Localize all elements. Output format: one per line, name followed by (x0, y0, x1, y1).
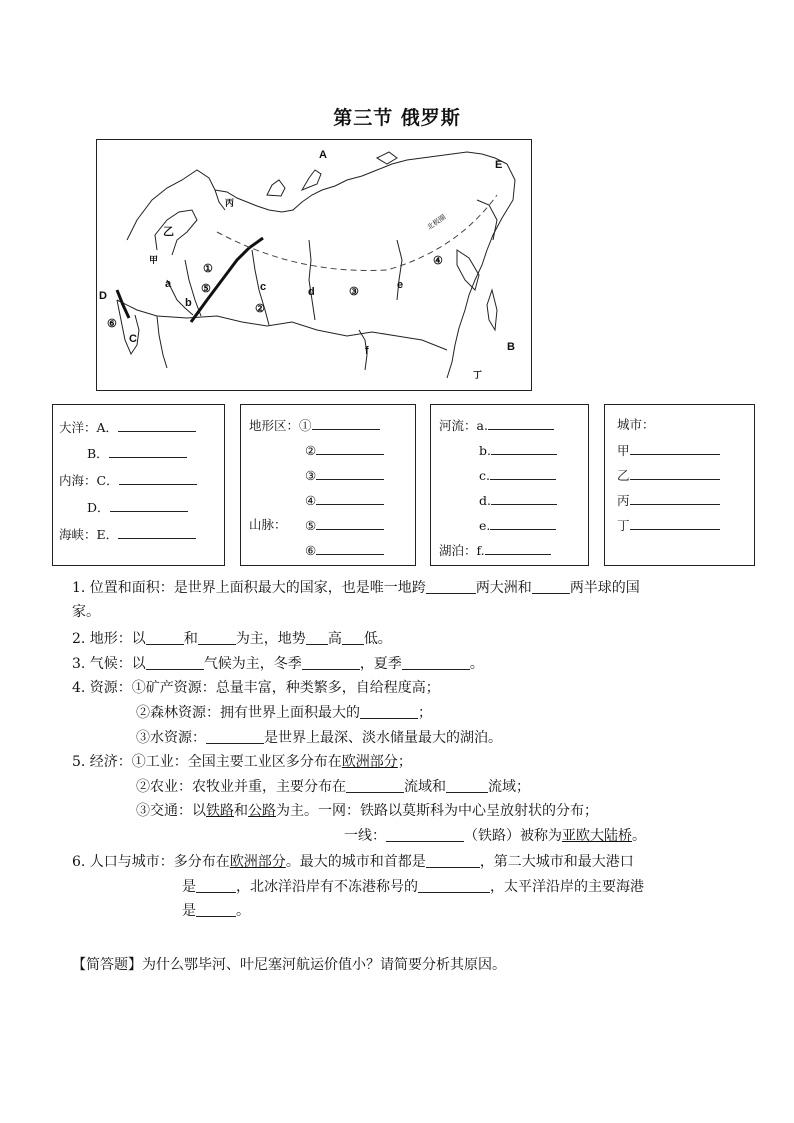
sea-d-blank[interactable] (110, 499, 188, 512)
q5-underline-europe: 欧洲部分 (341, 754, 398, 770)
sea-d-label: D． (87, 500, 110, 515)
city-jia-blank[interactable] (630, 442, 720, 455)
q1-blank-2[interactable] (532, 578, 570, 594)
q6-text-c2: 。 (236, 903, 250, 919)
question-4 (72, 678, 440, 698)
question-5-line (344, 826, 646, 846)
city-box (604, 404, 755, 566)
question-4-water (136, 728, 502, 748)
q5-blank-1[interactable] (346, 777, 404, 793)
q6-blank-3[interactable] (418, 877, 490, 893)
city-label: 城市： (617, 417, 655, 432)
map-label-D: D (99, 290, 107, 302)
question-6 (72, 852, 634, 872)
q5-text-b: ②农业：农牧业并重，主要分布在 (136, 779, 346, 795)
sea-c-blank[interactable] (119, 472, 197, 485)
q6-text-a: 6. 人口与城市：多分布在 (72, 854, 230, 870)
river-b-label: b. (479, 443, 491, 458)
map-label-c: c (260, 281, 267, 293)
island (302, 170, 321, 190)
arctic-coast (215, 152, 507, 212)
sakhalin (487, 290, 497, 330)
q5-underline-landbridge: 亚欧大陆桥 (562, 828, 632, 844)
river-c-blank[interactable] (490, 467, 556, 480)
q3-blank-2[interactable] (302, 654, 360, 670)
river-b-blank[interactable] (491, 442, 557, 455)
river-box (430, 404, 589, 566)
question-3 (72, 654, 484, 674)
q5-blank-3[interactable] (386, 826, 464, 842)
city-ding-blank[interactable] (630, 517, 720, 530)
caucasus-mountains (117, 290, 129, 318)
q4-text-c: ； (418, 705, 432, 721)
q6-text-b3: ，太平洋沿岸的主要海港 (490, 879, 644, 895)
q3-text-c: ，夏季 (359, 656, 402, 672)
q4-text-e: 是世界上最深、淡水储量最大的湖泊。 (264, 730, 502, 746)
q3-blank-1[interactable] (146, 654, 204, 670)
q2-blank-3[interactable] (306, 629, 328, 645)
map-label-yi: 乙 (163, 226, 174, 238)
city-ding-label: 丁 (617, 518, 630, 533)
map-label-bing: 丙 (225, 198, 235, 208)
terrain-3-label: ③ (305, 468, 317, 483)
q5-text-b3: 流域； (488, 779, 530, 795)
question-5-agriculture (136, 777, 530, 797)
river-label: 河流：a. (439, 418, 488, 433)
terrain-box (240, 404, 416, 566)
q2-blank-2[interactable] (198, 629, 236, 645)
strait-e-blank[interactable] (118, 526, 196, 539)
short-answer-question: 【简答题】为什么鄂毕河、叶尼塞河航运价值小？请简要分析其原因。 (72, 957, 506, 973)
q5-text-c3: 为主。一网：铁路以莫斯科为中心呈放射状的分布； (276, 803, 598, 819)
question-5 (72, 752, 412, 772)
q3-text-b: 气候为主，冬季 (203, 656, 302, 672)
mountain-5-blank[interactable] (316, 517, 384, 530)
strait-label: 海峡：E． (59, 527, 119, 542)
baltic-coast (155, 210, 197, 255)
terrain-4-label: ④ (305, 493, 317, 508)
map-label-4: ④ (433, 255, 443, 267)
q5-text-d2: （铁路）被称为 (464, 828, 562, 844)
question-1-cont (72, 602, 100, 622)
q1-text-c: 两半球的国 (569, 580, 640, 596)
map-label-2: ② (255, 303, 265, 315)
q6-text-b2: ，北冰洋沿岸有不冻港称号的 (236, 879, 418, 895)
ocean-a-blank[interactable] (118, 419, 196, 432)
city-bing-label: 丙 (617, 493, 630, 508)
q2-text-e: 低。 (363, 631, 392, 647)
question-2 (72, 629, 392, 649)
question-4-forest (136, 703, 432, 723)
river-a-blank[interactable] (488, 417, 554, 430)
city-jia-label: 甲 (617, 443, 630, 458)
q6-blank-2[interactable] (196, 877, 236, 893)
map-label-B: B (507, 341, 515, 353)
q5-text-d3: 。 (632, 828, 646, 844)
q5-text-d: 一线： (344, 828, 386, 844)
river-e (397, 240, 402, 300)
q4-blank-1[interactable] (360, 703, 418, 719)
q6-text-a3: ，第二大城市和最大港口 (479, 854, 634, 870)
page-title: 第三节 俄罗斯 (333, 107, 461, 129)
q2-text-a: 2. 地形：以 (72, 631, 146, 647)
terrain-2-label: ② (305, 443, 317, 458)
q4-blank-2[interactable] (206, 728, 264, 744)
map-label-b: b (185, 297, 192, 309)
terrain-2-blank[interactable] (316, 442, 384, 455)
mountain-6-label: ⑥ (305, 543, 317, 558)
map-label-e: e (397, 279, 404, 291)
terrain-4-blank[interactable] (316, 492, 384, 505)
ocean-b-label: B． (87, 446, 109, 461)
q4-text-b: ②森林资源：拥有世界上面积最大的 (136, 705, 360, 721)
inland-sea-label: 内海：C． (59, 473, 119, 488)
scandinavia-coast (127, 170, 225, 240)
terrain-3-blank[interactable] (316, 467, 384, 480)
question-5-transport (136, 801, 598, 821)
q1-blank-1[interactable] (426, 578, 476, 594)
question-6-cont-1 (182, 877, 644, 897)
island-2 (377, 152, 397, 164)
q3-text-a: 3. 气候：以 (72, 656, 146, 672)
q6-text-c: 是 (182, 903, 196, 919)
russia-map-drawing (97, 140, 530, 389)
mountain-5-label: ⑤ (305, 518, 317, 533)
q6-underline-europe: 欧洲部分 (229, 854, 286, 870)
caspian-west (157, 316, 167, 368)
river-d-label: d. (479, 493, 491, 508)
black-sea-coast (117, 300, 139, 354)
terrain-1-blank[interactable] (312, 417, 380, 430)
russia-map (96, 139, 532, 391)
q1-text-a: 1. 位置和面积：是世界上面积最大的国家，也是唯一地跨 (72, 580, 426, 596)
map-label-ding: 丁 (473, 370, 483, 380)
ocean-box (52, 404, 225, 566)
ocean-b-blank[interactable] (109, 445, 187, 458)
lake-label: 湖泊：f. (439, 543, 485, 558)
map-label-1: ① (203, 263, 213, 275)
q5-text-a: 5. 经济：①工业：全国主要工业区多分布在 (72, 754, 342, 770)
q5-underline-railway: 铁路 (206, 803, 234, 819)
river-e-blank[interactable] (490, 517, 556, 530)
map-label-5: ⑤ (201, 283, 211, 295)
q1-text-b: 两大洲和 (475, 580, 532, 596)
map-label-a: a (165, 278, 172, 290)
question-6-cont-2 (182, 901, 250, 921)
mountain-label: 山脉： (249, 517, 287, 532)
q2-blank-4[interactable] (342, 629, 364, 645)
mountain-6-blank[interactable] (316, 542, 384, 555)
map-label-E: E (495, 159, 503, 171)
map-label-A: A (319, 149, 327, 161)
q4-text-d: ③水资源： (136, 730, 206, 746)
okhotsk (457, 250, 479, 290)
ocean-label: 大洋：A． (59, 420, 119, 435)
map-label-arctic-circle: 北极圈 (426, 213, 448, 232)
southern-border (117, 300, 447, 350)
q5-text-c: ③交通：以 (136, 803, 206, 819)
river-e-label: e. (479, 518, 491, 533)
lake-f-blank[interactable] (485, 542, 551, 555)
map-label-f: f (365, 345, 369, 357)
q5-text-c2: 和 (234, 803, 248, 819)
city-yi-label: 乙 (617, 468, 630, 483)
map-label-d: d (308, 286, 315, 298)
map-label-jia: 甲 (149, 255, 159, 265)
map-label-C: C (129, 333, 137, 345)
q4-text-a: 4. 资源：①矿产资源：总量丰富，种类繁多，自给程度高； (72, 680, 440, 696)
q2-blank-1[interactable] (146, 629, 184, 645)
q6-blank-1[interactable] (426, 852, 480, 868)
q6-text-a2: 。最大的城市和首都是 (285, 854, 426, 870)
q2-text-d: 高 (327, 631, 342, 647)
novaya-zemlya (267, 180, 285, 196)
city-bing-blank[interactable] (630, 492, 720, 505)
q3-text-d: 。 (469, 656, 484, 672)
city-yi-blank[interactable] (630, 467, 720, 480)
q5-blank-2[interactable] (446, 777, 488, 793)
river-d (309, 240, 315, 320)
q5-text-b2: 流域和 (404, 779, 446, 795)
map-label-6: ⑥ (107, 318, 117, 330)
q2-text-b: 和 (183, 631, 198, 647)
pacific-coast (447, 164, 515, 378)
q5-underline-highway: 公路 (248, 803, 276, 819)
question-1 (72, 578, 640, 598)
kamchatka (477, 200, 497, 240)
q6-text-b: 是 (182, 879, 196, 895)
q6-blank-4[interactable] (196, 901, 236, 917)
q3-blank-3[interactable] (402, 654, 470, 670)
q2-text-c: 为主，地势 (235, 631, 306, 647)
q5-text-a-end: ； (397, 754, 412, 770)
map-label-3: ③ (349, 286, 359, 298)
river-d-blank[interactable] (491, 492, 557, 505)
terrain-label: 地形区：① (249, 418, 312, 433)
river-c-label: c. (479, 468, 490, 483)
q1-text-d: 家。 (72, 604, 100, 620)
